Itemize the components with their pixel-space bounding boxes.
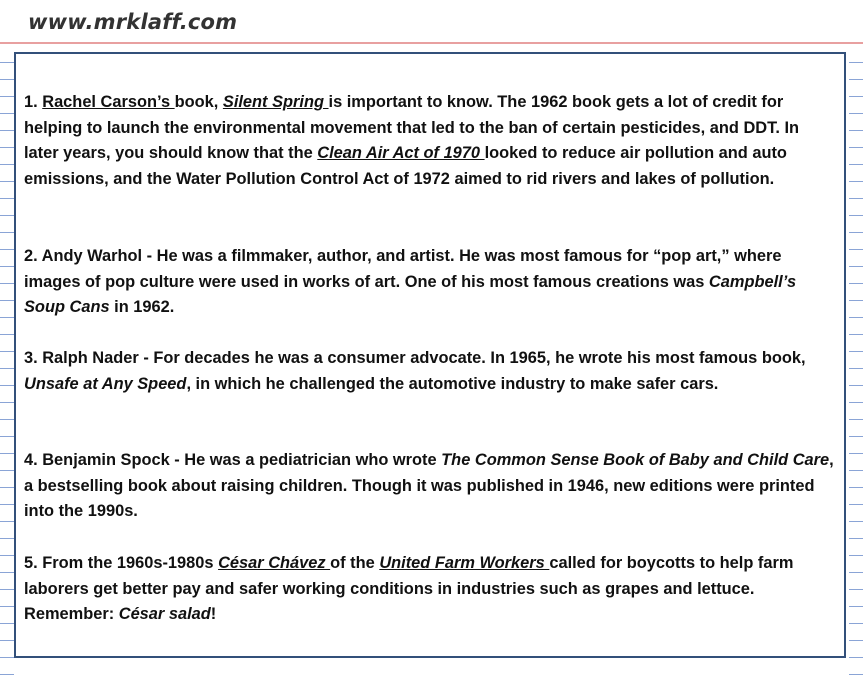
margin-line [849,181,863,182]
margin-line [0,317,14,318]
right-margin-lines [849,0,863,676]
item-4-text-b: , a bestselling book about raising children. Though it was published in 1946, new editions were printed into the 1990s. [24,451,834,521]
item-1-text-c: looked to reduce air pollution and auto emissions, and the Water Pollution Control Act of 1972 aimed to rid rivers and lakes of pollution. [24,144,787,188]
margin-line [849,368,863,369]
margin-line [849,538,863,539]
unsafe-at-any-speed-title: Unsafe at Any Speed [24,374,187,393]
item-1-paragraph [24,90,836,192]
margin-line [0,300,14,301]
margin-line [849,436,863,437]
margin-line [849,215,863,216]
item-4-text-a: 4. Benjamin Spock - He was a pediatrician who wrote [24,451,442,469]
margin-line [0,436,14,437]
left-margin-lines [0,0,14,676]
clean-air-act-title: Clean Air Act of 1970 [317,144,485,163]
margin-line [0,164,14,165]
margin-line [849,198,863,199]
margin-line [849,300,863,301]
item-3-text-a: 3. Ralph Nader - For decades he was a consumer advocate. In 1965, he wrote his most famous book, [24,349,806,367]
margin-line [0,113,14,114]
item-1-text-b: is important to know. The 1962 book gets a lot of credit for helping to launch the environmental movement that led to the ban of certain pesticides, and DDT. In later years, you should know that the [24,93,800,163]
margin-line [849,555,863,556]
margin-line [849,283,863,284]
margin-line [0,232,14,233]
margin-line [849,351,863,352]
margin-line [0,419,14,420]
margin-line [849,96,863,97]
margin-line [849,147,863,148]
margin-line [849,487,863,488]
margin-line [0,181,14,182]
item-5-text-b: of the [330,554,380,572]
margin-line [0,351,14,352]
margin-line [0,147,14,148]
item-2-text-b: in 1962. [109,298,175,317]
margin-line [849,640,863,641]
margin-line [849,402,863,403]
margin-line [849,521,863,522]
margin-line [849,453,863,454]
margin-line [0,538,14,539]
margin-line [0,283,14,284]
campbells-soup-title: Campbell’s Soup Cans [24,272,797,317]
margin-line [0,402,14,403]
margin-line [849,62,863,63]
margin-line [0,130,14,131]
margin-line [0,487,14,488]
margin-line [0,589,14,590]
margin-line [0,334,14,335]
margin-line [0,657,14,658]
cesar-salad-phrase: César salad [118,605,211,624]
margin-line [849,470,863,471]
margin-line [849,385,863,386]
margin-line [0,606,14,607]
margin-line [849,606,863,607]
margin-line [0,249,14,250]
margin-line [849,113,863,114]
margin-line [849,504,863,505]
margin-line [849,572,863,573]
margin-line [849,657,863,658]
united-farm-workers-link: United Farm Workers [379,554,550,572]
rachel-carson-link: Rachel Carson’s [42,93,175,111]
margin-line [0,62,14,63]
margin-line [849,232,863,233]
margin-line [0,385,14,386]
margin-line [0,640,14,641]
margin-line [849,130,863,131]
item-5-text-c: called for boycotts to help farm laborers get better pay and safer working conditions in industries such as grapes and lettuce. Remember: [24,554,794,624]
margin-line [0,453,14,454]
silent-spring-title: Silent Spring [222,93,329,111]
margin-line [849,674,863,675]
cesar-chavez-link: César Chávez [218,554,331,572]
margin-line [0,521,14,522]
margin-line [0,674,14,675]
margin-line [0,79,14,80]
margin-line [0,215,14,216]
margin-line [0,266,14,267]
item-5-text-d: ! [210,605,217,624]
item-5-paragraph [24,551,836,628]
margin-line [849,249,863,250]
margin-line [849,334,863,335]
item-3-paragraph [24,346,836,397]
margin-line [849,623,863,624]
item-3-text-b: , in which he challenged the automotive industry to make safer cars. [186,374,719,393]
margin-line [849,79,863,80]
margin-line [849,419,863,420]
margin-line [849,317,863,318]
margin-line [849,589,863,590]
item-4-paragraph [24,448,836,525]
content-box [14,52,846,658]
margin-line [0,504,14,505]
margin-line [0,96,14,97]
item-2-paragraph [24,244,836,321]
site-title: www.mrklaff.com [28,10,238,34]
margin-line [849,266,863,267]
margin-line [0,368,14,369]
item-2-text-a: 2. Andy Warhol - He was a filmmaker, author, and artist. He was most famous for “pop art,” where images of pop culture were used in works of art. One of his most famous creations was [24,247,782,291]
item-5-text-a: 5. From the 1960s-1980s [24,554,219,572]
margin-line [0,198,14,199]
margin-line [0,555,14,556]
item-1-text-a: book, [174,93,223,111]
header-divider [0,42,863,44]
margin-line [0,623,14,624]
common-sense-book-title: The Common Sense Book of Baby and Child Care [441,451,830,469]
item-1-number: 1. [24,93,43,111]
margin-line [0,470,14,471]
margin-line [849,164,863,165]
margin-line [0,572,14,573]
